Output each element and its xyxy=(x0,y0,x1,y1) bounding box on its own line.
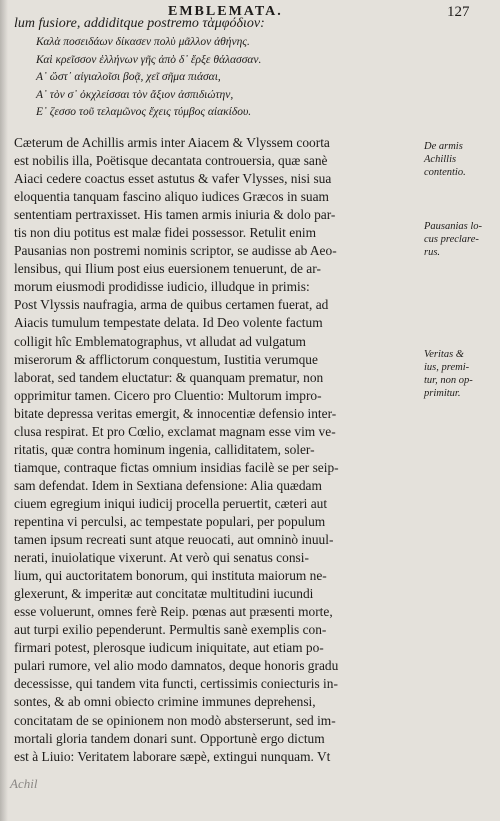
margin-note-armis xyxy=(424,140,498,179)
text-line: concitatam de se opinionem non modò absterserunt, sed im- xyxy=(14,712,336,728)
text-line: colligit hîc Emblematographus, vt alludat ad vulgatum xyxy=(14,333,306,349)
margin-line: primitur. xyxy=(424,388,461,399)
text-line: pulari rumore, vel alio modo damnatos, deque honoris gradu xyxy=(14,658,339,674)
text-line: tamen ipsum recreati sunt atque reuocati, aut omninò inuul- xyxy=(14,532,334,548)
text-line: morum eiusmodi prodidisse iudicio, illudque in primis: xyxy=(14,279,310,295)
text-line: Aiaci cedere coactus esset astutus & vafer Vlysses, nisi sua xyxy=(14,171,332,187)
text-line: tis non diu potitus est malæ fidei possessor. Retulit enim xyxy=(14,225,317,241)
text-line: aut turpi exilio pependerunt. Permultis sanè exemplis con- xyxy=(14,622,327,638)
text-line: Post Vlyssis naufragia, arma de quibus certamen fuerat, ad xyxy=(14,297,329,313)
greek-epigram xyxy=(36,34,416,122)
margin-line: rus. xyxy=(424,247,441,258)
text-line: sontes, & ab omni obiecto crimine immunes deprehensi, xyxy=(14,694,316,710)
text-line: lium, qui auctoritatem bonorum, qui instituta maiorum ne- xyxy=(14,568,327,584)
greek-line: Α᾽ ὥστ᾽ αἰγιαλοῖσι βοᾷ, χεῖ σῆμα πιάσαι, xyxy=(36,71,221,83)
text-line: bitate depressa veritas emergit, & innocentiæ defensio inter- xyxy=(14,405,337,421)
text-line: est nobilis illa, Poëtisque decantata controuersia, quæ sanè xyxy=(14,153,328,169)
margin-line: tur, non op- xyxy=(424,375,473,386)
text-line: opprimitur tamen. Cicero pro Cluentio: Multorum impro- xyxy=(14,387,322,403)
page-number: 127 xyxy=(447,4,470,20)
text-line: tiamque, contraque fictas omnium insidias facilè se per seip- xyxy=(14,459,339,475)
text-line: ciuem egregium iniqui iudicij procella peruertit, cæteri aut xyxy=(14,495,328,511)
running-title: EMBLEMATA. xyxy=(168,4,283,19)
greek-line: Καλὰ ποσειδάων δίκασεν πολὺ μᾶλλον ἀθήνης. xyxy=(36,36,250,48)
margin-note-veritas xyxy=(424,348,498,400)
text-line: nerati, inuiolatique vixerunt. At verò qui senatus consi- xyxy=(14,550,309,566)
text-line: Aiacis tumulum tempestate delata. Id Deo volente factum xyxy=(14,315,323,331)
greek-line: Α᾽ τὸν σ᾽ ὀκχλείσσαι τὸν ἄξιον ἀσπιδιώτην, xyxy=(36,88,234,101)
catchword: Achil xyxy=(10,776,38,791)
text-line: repentina vi perculsi, ac tempestate populari, per populum xyxy=(14,513,326,529)
text-line: lensibus, qui Ilium post eius euersionem tenuerunt, de ar- xyxy=(14,261,321,277)
text-line: decessisse, qui tandem vita functi, certissimis coniecturis in- xyxy=(14,676,338,692)
greek-line: Ε᾽ ζεσσο τοῦ τελαμῶνος ἔχεις τύμβος αἰακίδου. xyxy=(36,106,252,118)
text-line: Pausanias non postremi nominis scriptor, se audisse ab Aeo- xyxy=(14,243,337,259)
intro-line: lum fusiore, addiditque postremo τὰμφόδιον: xyxy=(14,16,265,31)
text-line: clusa respirat. Et pro Cœlio, exclamat magnam esse vim ve- xyxy=(14,423,336,439)
greek-line: Καὶ κρεῖσσον ἑλλήνων γῆς ἀπὸ δ᾽ ἔρξε θάλασσαν. xyxy=(36,53,262,66)
margin-line: Achillis xyxy=(424,154,457,165)
margin-line: Pausanias lo- xyxy=(424,221,483,232)
margin-note-pausanias xyxy=(424,220,498,259)
margin-line: ius, premi- xyxy=(424,362,470,373)
text-line: ritatis, quæ contra hominum ingenia, calliditatem, soler- xyxy=(14,441,315,457)
text-line: laborat, sed tandem eluctatur: & quanquam prematur, non xyxy=(14,369,324,385)
text-line: firmari potest, plerosque iudicum iniquitate, aut etiam po- xyxy=(14,640,324,656)
text-line: est à Liuio: Veritatem laborare sæpè, extingui nunquam. Vt xyxy=(14,748,331,764)
text-line: esse voluerunt, omnes ferè Reip. pœnas aut præsenti morte, xyxy=(14,604,333,620)
page-gutter-shadow xyxy=(0,0,8,821)
text-line: Cæterum de Achillis armis inter Aiacem & Vlyssem coorta xyxy=(14,135,330,150)
text-line: eloquentia tanquam fascino aliquo iudices Græcos in suam xyxy=(14,189,329,205)
margin-line: cus preclare- xyxy=(424,234,479,245)
margin-line: Veritas & xyxy=(424,349,464,360)
margin-line: contentio. xyxy=(424,167,466,178)
text-line: mortali gloria tandem donari sunt. Opportunè ergo dictum xyxy=(14,730,325,746)
text-line: miserorum & afflictorum conquestum, Iustitia verumque xyxy=(14,351,318,367)
text-line: sententiam pertraxisset. His tamen armis iniuria & dolo par- xyxy=(14,207,336,223)
commentary-text xyxy=(14,134,419,766)
text-line: sam defendat. Idem in Sextiana defensione: Alia quædam xyxy=(14,477,322,493)
text-line: glexerunt, & imperitæ aut concitatæ multitudini iucundi xyxy=(14,586,314,602)
margin-line: De armis xyxy=(424,141,463,152)
